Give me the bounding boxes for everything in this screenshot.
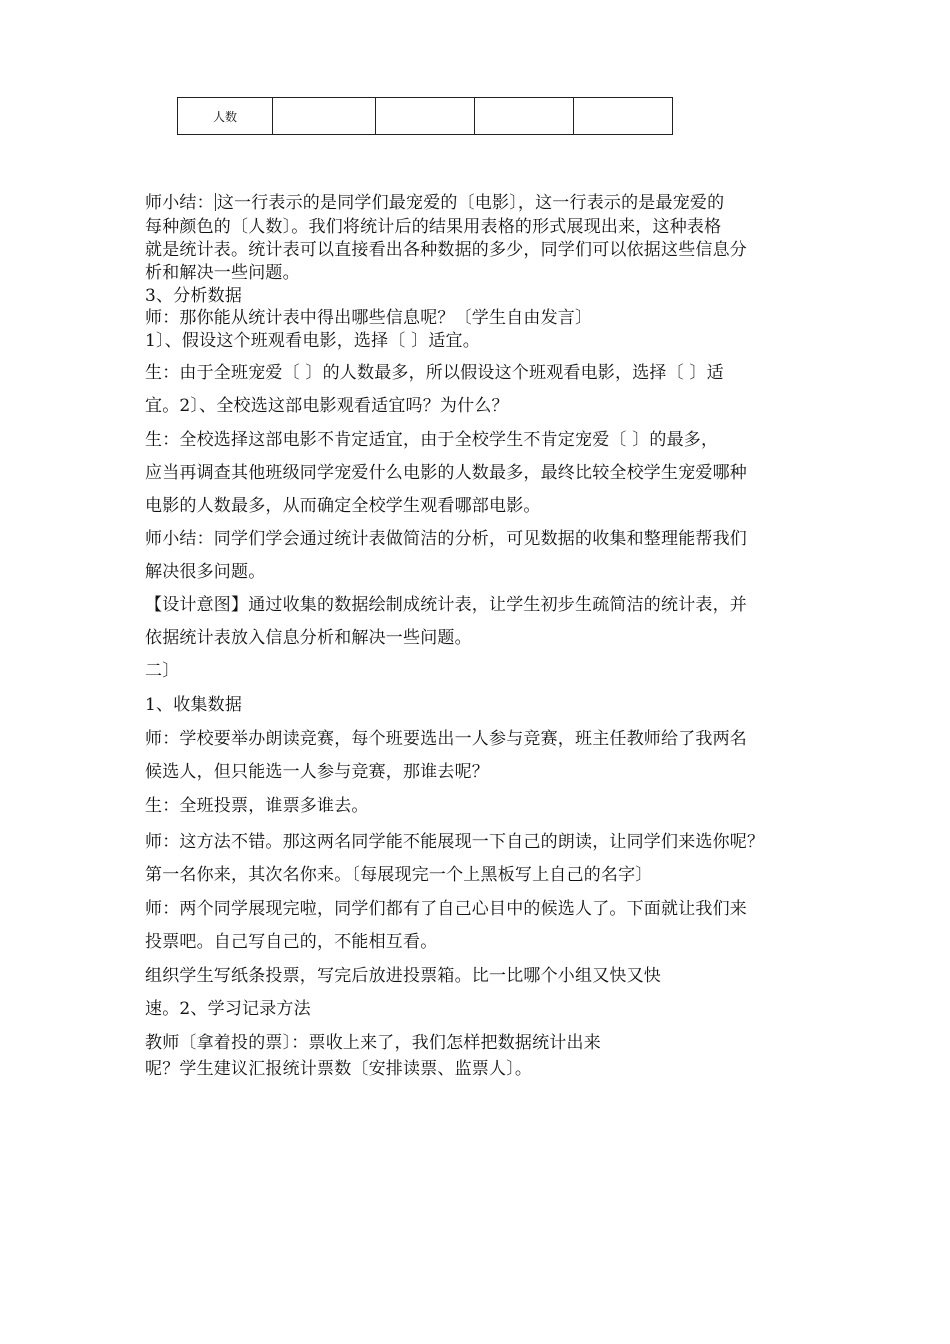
- paragraph-line: 师：那你能从统计表中得出哪些信息呢？〔学生自由发言〕: [145, 308, 593, 328]
- table-row: [178, 98, 673, 135]
- paragraph-line: 依据统计表放入信息分析和解决一些问题。: [145, 628, 472, 648]
- paragraph-line: 师：两个同学展现完啦，同学们都有了自己心目中的候选人了。下面就让我们来: [145, 899, 747, 919]
- paragraph-line: 师：这方法不错。那这两名同学能不能展现一下自己的朗读，让同学们来选你呢？: [145, 832, 765, 852]
- text-cursor: [215, 193, 216, 211]
- paragraph-line: 速。2、学习记录方法: [145, 999, 311, 1019]
- summary-label: 师小结：: [145, 193, 214, 213]
- paragraph-line: 教师〔拿着投的票〕：票收上来了，我们怎样把数据统计出来: [145, 1033, 601, 1053]
- paragraph-line: 宜。2〕、全校选这部电影观看适宜吗？为什么？: [145, 396, 509, 416]
- paragraph-line: 组织学生写纸条投票，写完后放进投票箱。比一比哪个小组又快又快: [145, 966, 661, 986]
- paragraph-line: 师：学校要举办朗读竞赛，每个班要选出一人参与竞赛，班主任教师给了我两名: [145, 729, 747, 749]
- paragraph-line: 就是统计表。统计表可以直接看出各种数据的多少，同学们可以依据这些信息分: [145, 240, 747, 260]
- paragraph-line: 析和解决一些问题。: [145, 263, 300, 283]
- section-heading: 3、分析数据: [145, 286, 243, 306]
- table-header-cell: 人数: [178, 98, 273, 135]
- paragraph-line: 师小结：同学们学会通过统计表做简洁的分析，可见数据的收集和整理能帮我们: [145, 529, 747, 549]
- section-heading: 二〕: [145, 661, 180, 681]
- table-cell: [273, 98, 376, 135]
- paragraph-line: 1〕、假设这个班观看电影，选择〔 〕适宜。: [145, 331, 480, 351]
- table-cell: [574, 98, 673, 135]
- paragraph-line: 解决很多问题。: [145, 562, 266, 582]
- paragraph-line: 第一名你来，其次名你来。〔每展现完一个上黑板写上自己的名字〕: [145, 865, 653, 885]
- table-cell: [475, 98, 574, 135]
- paragraph-line: 生：全校选择这部电影不肯定适宜，由于全校学生不肯定宠爱〔 〕的最多，: [145, 430, 719, 450]
- statistics-table: [177, 97, 673, 135]
- section-heading: 1、收集数据: [145, 695, 243, 715]
- paragraph-line: 电影的人数最多，从而确定全校学生观看哪部电影。: [145, 496, 541, 516]
- paragraph-line: 呢？学生建议汇报统计票数〔安排读票、监票人〕。: [145, 1059, 533, 1079]
- paragraph-line: 生：全班投票，谁票多谁去。: [145, 796, 369, 816]
- paragraph-line: 每种颜色的〔人数〕。我们将统计后的结果用表格的形式展现出来，这种表格: [145, 217, 722, 237]
- paragraph-line: 应当再调查其他班级同学宠爱什么电影的人数最多，最终比较全校学生宠爱哪种: [145, 463, 747, 483]
- paragraph-line: 生：由于全班宠爱〔 〕的人数最多，所以假设这个班观看电影，选择〔 〕适: [145, 363, 724, 383]
- table-cell: [376, 98, 475, 135]
- paragraph-line: 师小结： 这一行表示的是同学们最宠爱的〔电影〕，这一行表示的是最宠爱的: [145, 193, 725, 213]
- paragraph-line: 投票吧。自己写自己的，不能相互看。: [145, 932, 438, 952]
- paragraph-line: 候选人，但只能选一人参与竞赛，那谁去呢？: [145, 762, 489, 782]
- design-intent-line: 【设计意图】通过收集的数据绘制成统计表，让学生初步生疏简洁的统计表，并: [145, 595, 747, 615]
